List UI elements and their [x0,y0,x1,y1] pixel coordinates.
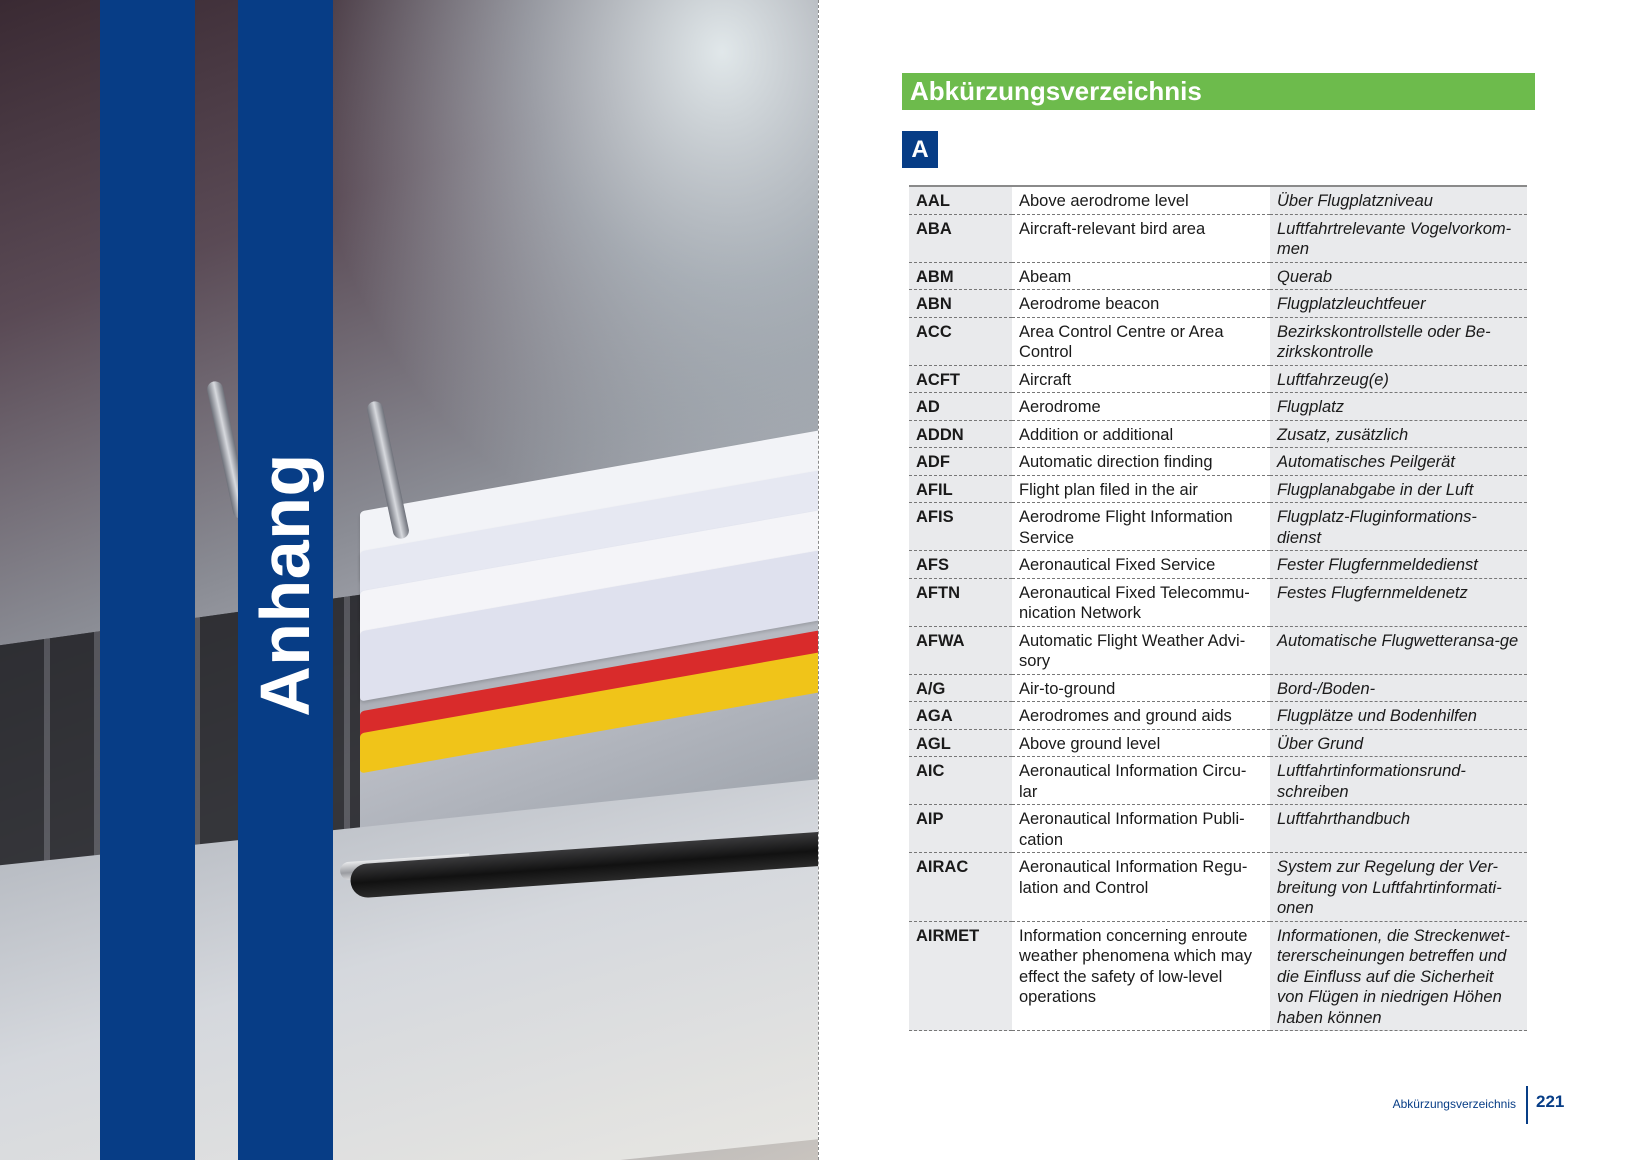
table-row [909,551,1527,579]
table-row [909,503,1527,551]
table-row [909,290,1527,318]
abbreviation-cell: ACFT [909,365,1012,393]
abbreviation-table [909,185,1527,1031]
table-row [909,214,1527,262]
english-term-cell: Air-to-ground [1012,674,1270,702]
table-row [909,921,1527,1031]
table-row [909,448,1527,476]
abbreviation-cell: ADDN [909,420,1012,448]
english-term-cell: Aerodromes and ground aids [1012,702,1270,730]
english-term-cell: Flight plan filed in the air [1012,475,1270,503]
english-term-cell: Aircraft [1012,365,1270,393]
abbreviation-cell: ACC [909,317,1012,365]
german-term-cell: Bord-/Boden- [1270,674,1527,702]
german-term-cell: Bezirkskontrollstelle oder Be-zirkskontrolle [1270,317,1527,365]
english-term-cell: Above aerodrome level [1012,186,1270,214]
english-term-cell: Aeronautical Fixed Telecommu-nication Network [1012,578,1270,626]
english-term-cell: Aeronautical Information Circu-lar [1012,757,1270,805]
table-row [909,702,1527,730]
abbreviation-cell: AIP [909,805,1012,853]
table-row [909,186,1527,214]
table-row [909,805,1527,853]
page-heading: Abkürzungsverzeichnis [902,73,1535,110]
english-term-cell: Aircraft-relevant bird area [1012,214,1270,262]
abbreviation-cell: AIRAC [909,853,1012,922]
abbreviation-cell: AFIL [909,475,1012,503]
english-term-cell: Aeronautical Information Regu-lation and Control [1012,853,1270,922]
german-term-cell: Flugplatzleuchtfeuer [1270,290,1527,318]
abbreviation-cell: AGA [909,702,1012,730]
english-term-cell: Aerodrome [1012,393,1270,421]
abbreviation-cell: AFIS [909,503,1012,551]
abbreviation-cell: AIC [909,757,1012,805]
german-term-cell: Flugplatz-Fluginformations-dienst [1270,503,1527,551]
table-row [909,475,1527,503]
table-row [909,262,1527,290]
page-number: 221 [1536,1092,1565,1111]
abbreviation-cell: ABA [909,214,1012,262]
english-term-cell: Aerodrome Flight Information Service [1012,503,1270,551]
english-term-cell: Aerodrome beacon [1012,290,1270,318]
german-term-cell: Luftfahrzeug(e) [1270,365,1527,393]
footer-chapter-label: Abkürzungsverzeichnis [1392,1097,1516,1111]
section-title: Anhang [246,453,324,717]
english-term-cell: Information concerning enroute weather phenomena which may effect the safety of low-level operations [1012,921,1270,1031]
abbreviation-cell: AGL [909,729,1012,757]
german-term-cell: System zur Regelung der Ver-breitung von Luftfahrtinformati-onen [1270,853,1527,922]
german-term-cell: Festes Flugfernmeldenetz [1270,578,1527,626]
german-term-cell: Automatische Flugwetteransa-ge [1270,626,1527,674]
german-term-cell: Informationen, die Streckenwet-tererscheinungen betreffen und die Einfluss auf die Sicherheit von Flügen in niedrigen Höhen haben können [1270,921,1527,1031]
footer-divider [1526,1086,1528,1124]
abbreviation-cell: AD [909,393,1012,421]
english-term-cell: Automatic Flight Weather Advi-sory [1012,626,1270,674]
abbreviation-cell: ADF [909,448,1012,476]
english-term-cell: Addition or additional [1012,420,1270,448]
table-row [909,420,1527,448]
german-term-cell: Automatisches Peilgerät [1270,448,1527,476]
table-row [909,757,1527,805]
german-term-cell: Flugplanabgabe in der Luft [1270,475,1527,503]
abbreviation-cell: AAL [909,186,1012,214]
letter-index-badge: A [902,131,938,168]
abbreviation-table-body [909,186,1527,1031]
table-row [909,626,1527,674]
german-term-cell: Zusatz, zusätzlich [1270,420,1527,448]
table-row [909,853,1527,922]
german-term-cell: Luftfahrtinformationsrund-schreiben [1270,757,1527,805]
table-row [909,393,1527,421]
abbreviation-cell: A/G [909,674,1012,702]
german-term-cell: Flugplätze und Bodenhilfen [1270,702,1527,730]
paper-stack-image [360,430,818,760]
table-row [909,317,1527,365]
abbreviation-cell: AFS [909,551,1012,579]
german-term-cell: Über Grund [1270,729,1527,757]
abbreviation-cell: ABM [909,262,1012,290]
german-term-cell: Über Flugplatzniveau [1270,186,1527,214]
abbreviation-cell: AFWA [909,626,1012,674]
page-fold-divider [818,0,819,1160]
english-term-cell: Aeronautical Fixed Service [1012,551,1270,579]
blue-stripe-left [100,0,195,1160]
english-term-cell: Aeronautical Information Publi-cation [1012,805,1270,853]
german-term-cell: Flugplatz [1270,393,1527,421]
table-row [909,365,1527,393]
table-row [909,578,1527,626]
english-term-cell: Automatic direction finding [1012,448,1270,476]
abbreviation-cell: AIRMET [909,921,1012,1031]
table-row [909,674,1527,702]
table-row [909,729,1527,757]
abbreviation-cell: AFTN [909,578,1012,626]
english-term-cell: Above ground level [1012,729,1270,757]
german-term-cell: Luftfahrthandbuch [1270,805,1527,853]
abbreviation-cell: ABN [909,290,1012,318]
english-term-cell: Area Control Centre or Area Control [1012,317,1270,365]
german-term-cell: Querab [1270,262,1527,290]
german-term-cell: Luftfahrtrelevante Vogelvorkom-men [1270,214,1527,262]
german-term-cell: Fester Flugfernmeldedienst [1270,551,1527,579]
english-term-cell: Abeam [1012,262,1270,290]
